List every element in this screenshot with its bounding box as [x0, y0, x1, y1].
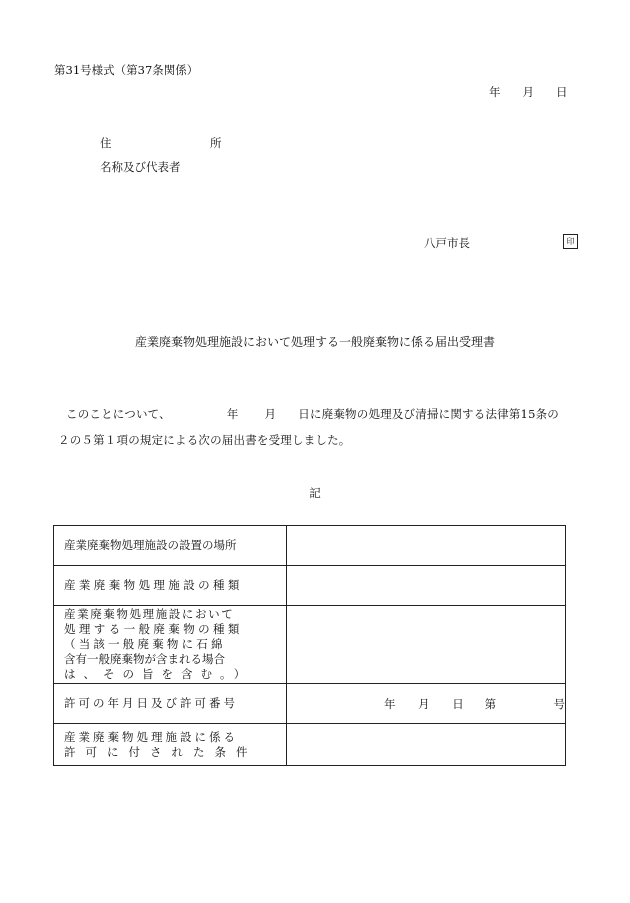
issuer-name: 八戸市長 [424, 236, 470, 250]
label-line: 産業廃棄物処理施設の設置の場所 [64, 538, 237, 552]
date-day: 日 [556, 85, 568, 99]
row-value-facility-type[interactable] [287, 566, 566, 606]
body-month: 月 [264, 407, 277, 421]
address-label [100, 135, 222, 151]
body-text-start: このことについて、 [66, 407, 171, 421]
date-month: 月 [522, 85, 534, 99]
notification-table [53, 525, 566, 766]
date-year: 年 [489, 85, 501, 99]
table-row [54, 724, 566, 766]
row-label [54, 566, 287, 606]
label-line: 産業廃棄物処理施設の種類 [64, 578, 243, 592]
row-label [54, 526, 287, 566]
permit-month: 月 [418, 696, 430, 711]
permit-day: 日 [452, 696, 464, 711]
row-value-waste-type[interactable] [287, 606, 566, 684]
label-line: （当該一般廃棄物に石綿 [64, 637, 226, 651]
permit-dai: 第 [484, 696, 497, 711]
document-title: 産業廃棄物処理施設において処理する一般廃棄物に係る届出受理書 [134, 335, 495, 349]
label-line: 許可の年月日及び許可番号 [64, 696, 238, 710]
address-label-char1: 住 [100, 136, 112, 150]
body-line-2: ２の５第１項の規定による次の届出書を受理しました。 [58, 433, 351, 447]
body-line-1 [58, 406, 559, 422]
body-year: 年 [226, 407, 239, 421]
label-line: 処理する一般廃棄物の種類 [64, 622, 243, 636]
label-line: 産業廃棄物処理施設において [64, 607, 235, 621]
table-row [54, 566, 566, 606]
table-row [54, 526, 566, 566]
permit-go: 号 [553, 696, 565, 711]
date-line [489, 84, 568, 100]
row-label [54, 684, 287, 724]
address-label-char2: 所 [210, 136, 222, 150]
row-value-permit[interactable] [287, 684, 566, 724]
ki-heading: 記 [309, 486, 321, 500]
table-row [54, 606, 566, 684]
body-text-end: 日に廃棄物の処理及び清掃に関する法律第15条の [298, 407, 559, 421]
form-number: 第31号様式（第37条関係） [54, 63, 199, 77]
name-representative-label: 名称及び代表者 [100, 160, 181, 174]
table-row [54, 684, 566, 724]
row-value-conditions[interactable] [287, 724, 566, 766]
label-line: 産業廃棄物処理施設に係る [64, 729, 238, 744]
seal-mark: 印 [563, 234, 578, 249]
label-line: 許可に付された条件 [64, 744, 258, 759]
label-line: 含有一般廃棄物が含まれる場合 [64, 652, 225, 666]
row-label [54, 724, 287, 766]
permit-year: 年 [384, 696, 396, 711]
row-label [54, 606, 287, 684]
label-line: は、その旨を含む。） [64, 667, 254, 681]
row-value-location[interactable] [287, 526, 566, 566]
permit-date-number [287, 696, 565, 712]
